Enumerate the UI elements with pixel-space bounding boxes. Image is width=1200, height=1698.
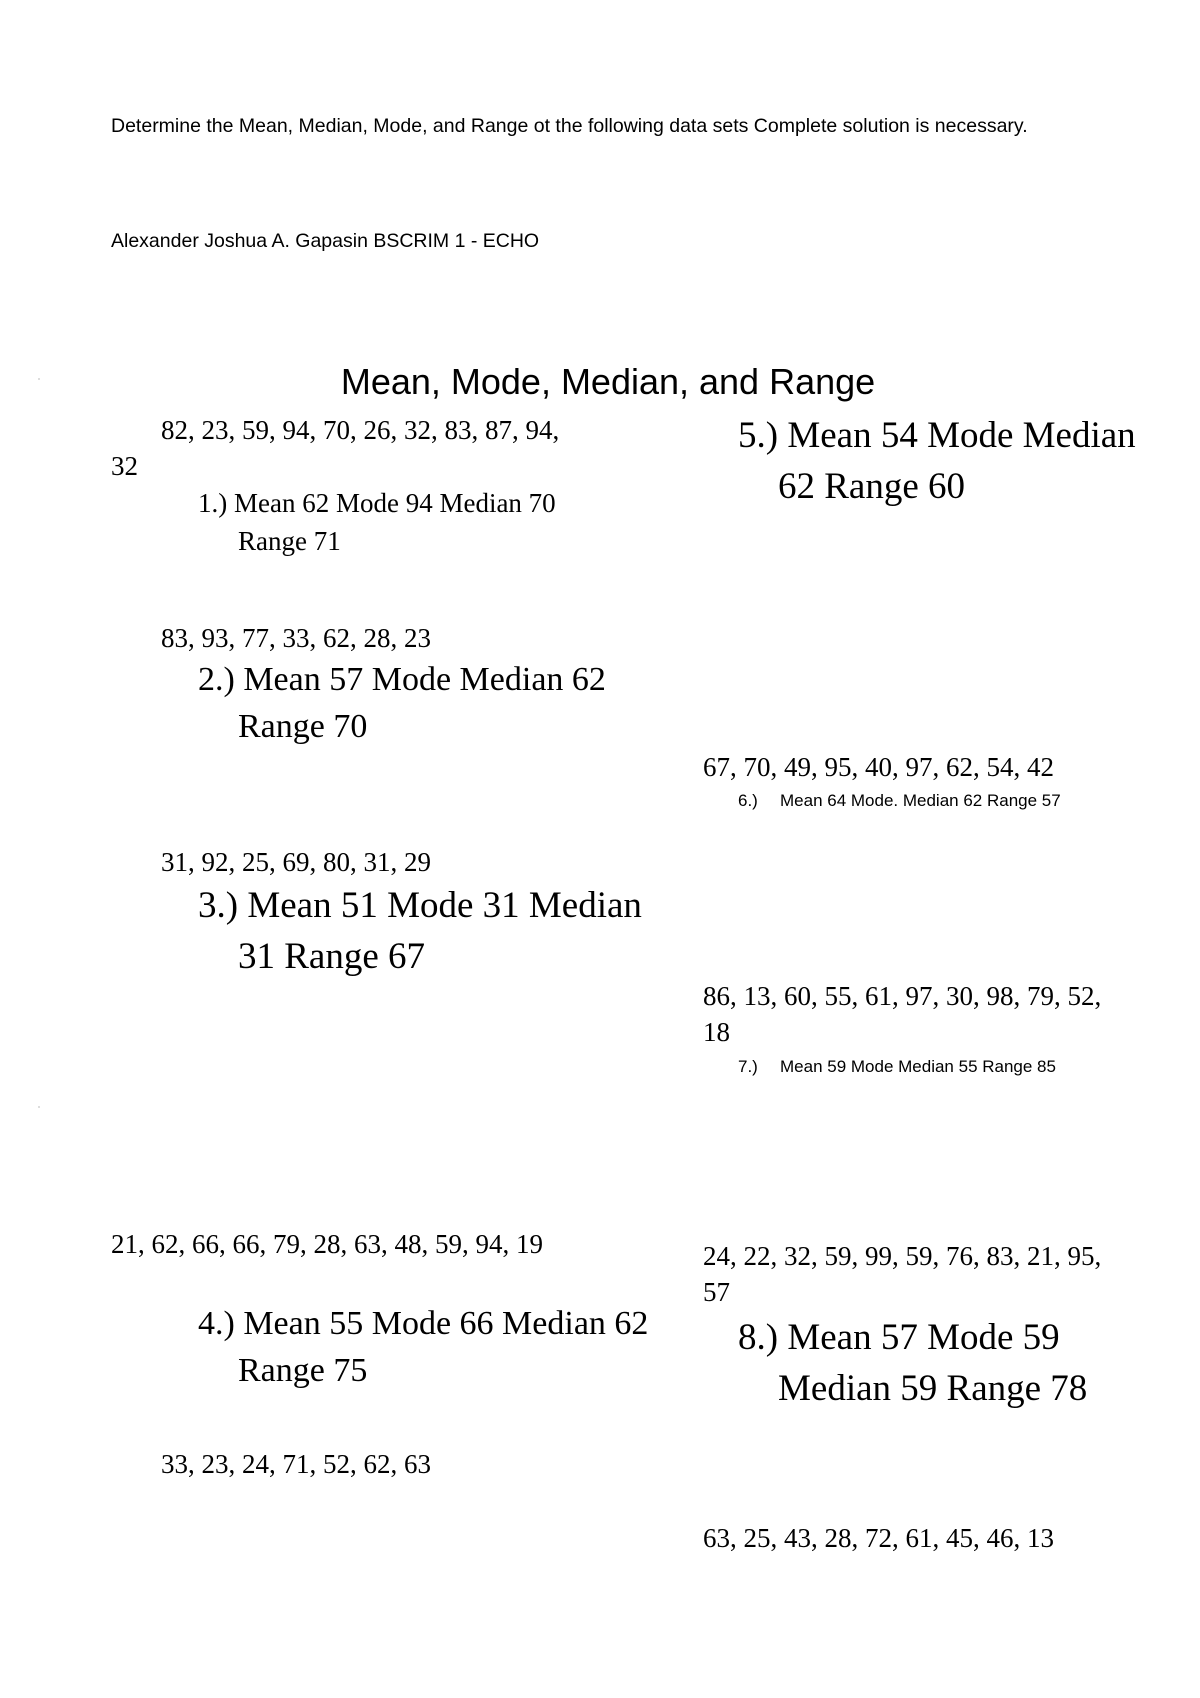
- margin-mark: [38, 1106, 40, 1108]
- answer-6: [738, 790, 1061, 812]
- instructions-text: Determine the Mean, Median, Mode, and Range ot the following data sets Complete solution is necessary.: [111, 115, 1028, 137]
- answer-2: 2.) Mean 57 Mode Median 62 Range 70: [198, 661, 606, 745]
- data-set-1: 82, 23, 59, 94, 70, 26, 32, 83, 87, 94, 32: [111, 415, 560, 481]
- answer-3: 3.) Mean 51 Mode 31 Median 31 Range 67: [198, 885, 642, 977]
- data-set-4: 21, 62, 66, 66, 79, 28, 63, 48, 59, 94, 19: [111, 1229, 543, 1259]
- data-set-extra-left: 33, 23, 24, 71, 52, 62, 63: [161, 1449, 431, 1479]
- answer-1: 1.) Mean 62 Mode 94 Median 70 Range 71: [198, 488, 556, 556]
- data-set-7: 86, 13, 60, 55, 61, 97, 30, 98, 79, 52, 18: [703, 981, 1102, 1047]
- data-set-2: 83, 93, 77, 33, 62, 28, 23: [161, 623, 431, 653]
- data-set-extra-right: 63, 25, 43, 28, 72, 61, 45, 46, 13: [703, 1523, 1054, 1553]
- answer-6-text: Mean 64 Mode. Median 62 Range 57: [780, 791, 1061, 810]
- data-set-3: 31, 92, 25, 69, 80, 31, 29: [161, 847, 431, 877]
- answer-4: 4.) Mean 55 Mode 66 Median 62 Range 75: [198, 1305, 649, 1389]
- answer-5: 5.) Mean 54 Mode Median 62 Range 60: [738, 415, 1136, 507]
- answer-6-number: 6.): [738, 791, 758, 810]
- answer-7: [738, 1056, 1056, 1078]
- author-line: Alexander Joshua A. Gapasin BSCRIM 1 - ECHO: [111, 230, 540, 252]
- data-set-6: 67, 70, 49, 95, 40, 97, 62, 54, 42: [703, 752, 1054, 782]
- answer-7-text: Mean 59 Mode Median 55 Range 85: [780, 1057, 1056, 1076]
- answer-7-number: 7.): [738, 1057, 758, 1076]
- answer-8: 8.) Mean 57 Mode 59 Median 59 Range 78: [738, 1317, 1088, 1409]
- data-set-8: 24, 22, 32, 59, 99, 59, 76, 83, 21, 95, 57: [703, 1241, 1102, 1307]
- page-title: Mean, Mode, Median, and Range: [340, 361, 876, 402]
